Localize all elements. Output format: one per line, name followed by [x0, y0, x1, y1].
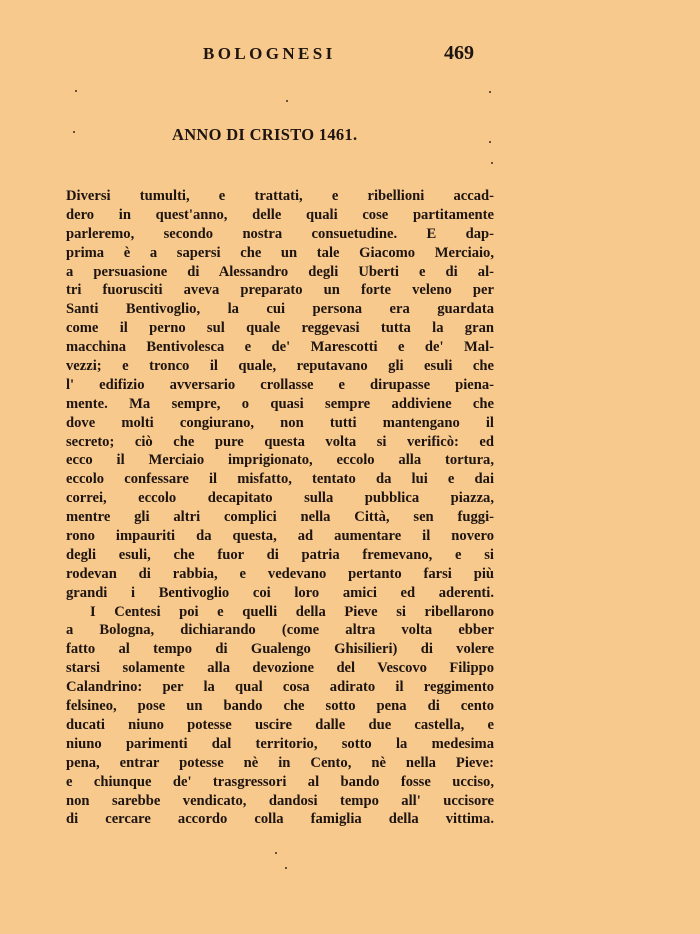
text-line: ducati niuno potesse uscire dalle due castella, e: [66, 716, 494, 733]
text-line: pena, entrar potesse nè in Cento, nè nella Pieve:: [66, 754, 494, 771]
print-speck: [489, 141, 491, 143]
text-line: correi, eccolo decapitato sulla pubblica piazza,: [66, 490, 494, 507]
print-speck: [286, 100, 288, 102]
page-number: 469: [444, 42, 474, 64]
text-line: e chiunque de' trasgressori al bando fosse ucciso,: [66, 773, 494, 790]
print-speck: [285, 867, 287, 869]
text-line: macchina Bentivolesca e de' Marescotti e de' Mal-: [66, 339, 494, 356]
text-line: tri fuorusciti aveva preparato un forte veleno per: [66, 282, 494, 299]
text-line: starsi solamente alla devozione del Vescovo Filippo: [66, 660, 494, 677]
text-line: I Centesi poi e quelli della Pieve si ribellarono: [90, 603, 494, 620]
text-line: degli esuli, che fuor di patria fremevano, e si: [66, 546, 494, 563]
running-title: BOLOGNESI: [203, 44, 336, 63]
text-line: a persuasione di Alessandro degli Uberti e di al-: [66, 263, 494, 280]
running-head: [0, 44, 700, 68]
print-speck: [275, 852, 277, 854]
print-speck: [75, 90, 77, 92]
text-line: rono impauriti da questa, ad aumentare il novero: [66, 528, 494, 545]
text-line: dero in quest'anno, delle quali cose partitamente: [66, 206, 494, 223]
text-line: a Bologna, dichiarando (come altra volta ebber: [66, 622, 494, 639]
text-line: vezzi; e tronco il quale, reputavano gli esuli che: [66, 358, 494, 375]
text-line: rodevan di rabbia, e vedevano pertanto farsi più: [66, 565, 494, 582]
print-speck: [491, 162, 493, 164]
text-line: grandi i Bentivoglio coi loro amici ed aderenti.: [66, 584, 494, 601]
text-line: secreto; ciò che pure questa volta si verificò: ed: [66, 433, 494, 450]
body-text: [66, 187, 494, 829]
text-line: ecco il Merciaio imprigionato, eccolo alla tortura,: [66, 452, 494, 469]
text-line: l' edifizio avversario crollasse e dirupasse piena-: [66, 376, 494, 393]
text-line: mente. Ma sempre, o quasi sempre addiviene che: [66, 395, 494, 412]
text-line: mentre gli altri complici nella Città, sen fuggi-: [66, 509, 494, 526]
text-line: dove molti congiurano, non tutti mantengano il: [66, 414, 494, 431]
text-line: Santi Bentivoglio, la cui persona era guardata: [66, 301, 494, 318]
print-speck: [73, 131, 75, 133]
text-line: Diversi tumulti, e trattati, e ribellioni accad-: [66, 188, 494, 204]
text-line: eccolo confessare il misfatto, tentato da lui e dai: [66, 471, 494, 488]
text-line: prima è a sapersi che un tale Giacomo Merciaio,: [66, 244, 494, 261]
text-line: Calandrino: per la qual cosa adirato il reggimento: [66, 679, 494, 696]
text-line: non sarebbe vendicato, dandosi tempo all' uccisore: [66, 792, 494, 809]
year-heading: ANNO DI CRISTO 1461.: [172, 125, 358, 144]
text-line: felsineo, pose un bando che sotto pena di cento: [66, 698, 494, 715]
text-line: niuno parimenti dal territorio, sotto la medesima: [66, 735, 494, 752]
text-line: parleremo, secondo nostra consuetudine. E dap-: [66, 225, 494, 242]
text-line: fatto al tempo di Gualengo Ghisilieri) di volere: [66, 641, 494, 658]
print-speck: [489, 91, 491, 93]
text-line: di cercare accordo colla famiglia della vittima.: [66, 811, 494, 828]
text-line: come il perno sul quale reggevasi tutta la gran: [66, 320, 494, 337]
